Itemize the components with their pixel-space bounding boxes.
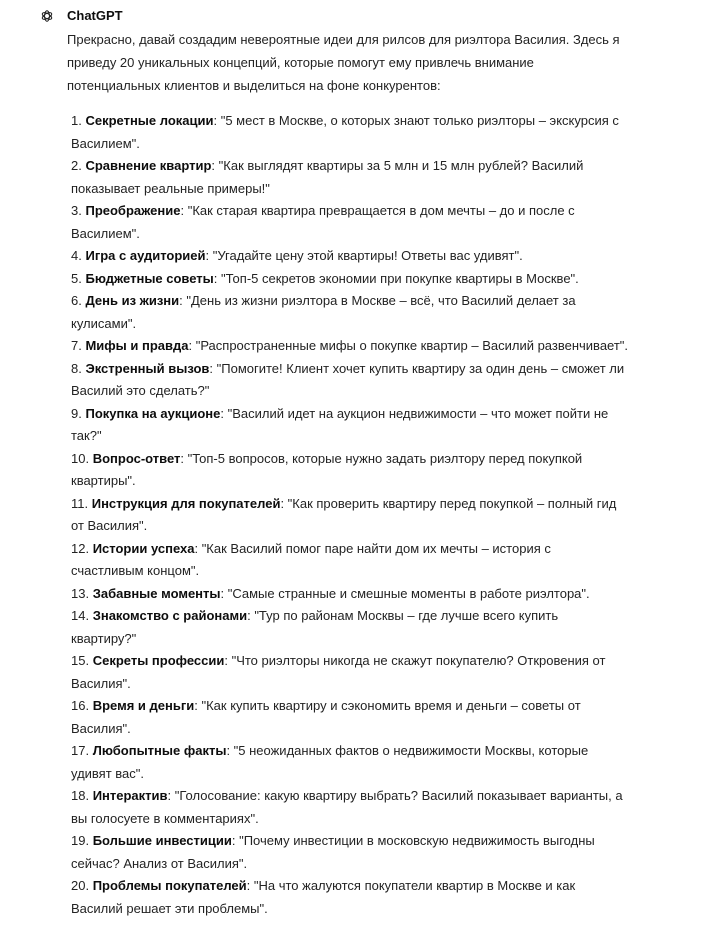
- list-item-title: Любопытные факты: [92, 743, 227, 758]
- list-item-title: Секреты профессии: [92, 653, 225, 668]
- list-item-number: 4.: [71, 248, 82, 263]
- list-item-line: вы голосуете в комментариях".: [71, 810, 259, 826]
- list-item-title: Знакомство с районами: [92, 608, 248, 623]
- list-item-title: Сравнение квартир: [85, 158, 212, 173]
- list-item-line: Василия".: [71, 720, 131, 736]
- list-item-line: [71, 358, 631, 381]
- list-item-number: 11.: [71, 495, 89, 511]
- list-item: [71, 538, 631, 583]
- list-item-title: Игра с аудиторией: [85, 248, 206, 263]
- list-item: [71, 290, 631, 335]
- list-item-text: : "Как выглядят квартиры за 5 млн и 15 млн рублей? Василий: [211, 158, 584, 173]
- list-item: [71, 785, 631, 830]
- intro-line: Прекрасно, давай создадим невероятные идеи для рилсов для риэлтора Василия. Здесь я: [67, 32, 620, 47]
- message-author: ChatGPT: [67, 8, 123, 23]
- list-item: [71, 650, 631, 695]
- list-item-number: 20.: [71, 878, 90, 893]
- list-item-title: Большие инвестиции: [92, 833, 232, 848]
- list-item-line: [71, 110, 631, 133]
- list-item-text: : "Угадайте цену этой квартиры! Ответы вас удивят".: [205, 248, 523, 263]
- list-item: [71, 358, 631, 403]
- list-item-text: : "Василий идет на аукцион недвижимости – что может пойти не: [220, 405, 609, 421]
- list-item-title: Покупка на аукционе: [85, 405, 221, 421]
- list-item-title: День из жизни: [85, 293, 180, 308]
- list-item-text: : "Распространенные мифы о покупке квартир – Василий развенчивает".: [188, 338, 629, 353]
- list-item-line: кулисами".: [71, 315, 137, 331]
- list-item-text: : "Топ-5 секретов экономии при покупке квартиры в Москве".: [213, 270, 579, 286]
- list-item-text: : "На что жалуются покупатели квартир в Москве и как: [246, 878, 576, 893]
- list-item-line: Василием".: [71, 135, 140, 151]
- list-item-number: 7.: [71, 338, 82, 353]
- list-item-number: 2.: [71, 158, 82, 173]
- list-item: [71, 740, 631, 785]
- list-item: [71, 335, 631, 358]
- list-item: [71, 830, 631, 875]
- list-item-title: Истории успеха: [92, 540, 195, 556]
- list-item-line: [71, 403, 631, 426]
- list-item-text: : "Помогите! Клиент хочет купить квартиру за один день – сможет ли: [209, 360, 625, 376]
- list-item-text: : "Как купить квартиру и сэкономить время и деньги – советы от: [194, 698, 581, 713]
- message-intro: [67, 28, 627, 97]
- list-item-line: [71, 583, 631, 606]
- list-item: [71, 110, 631, 155]
- list-item-number: 19.: [71, 833, 90, 848]
- intro-line: потенциальных клиентов и выделиться на фоне конкурентов:: [67, 78, 441, 93]
- list-item-text: : "5 неожиданных фактов о недвижимости Москвы, которые: [226, 743, 589, 758]
- intro-line: приведу 20 уникальных концепций, которые помогут ему привлечь внимание: [67, 55, 534, 70]
- list-item-line: счастливым концом".: [71, 563, 200, 578]
- list-item-title: Мифы и правда: [85, 338, 189, 353]
- list-item-title: Забавные моменты: [92, 585, 221, 601]
- list-item: [71, 200, 631, 245]
- list-item-line: [71, 830, 631, 853]
- list-item-line: [71, 245, 631, 268]
- list-item: [71, 155, 631, 200]
- list-item-text: : "Как Василий помог паре найти дом их мечты – история с: [194, 540, 551, 556]
- list-item: [71, 875, 631, 920]
- list-item-line: [71, 538, 631, 561]
- openai-logo-icon: [40, 9, 54, 23]
- list-item-line: [71, 290, 631, 313]
- list-item-number: 18.: [71, 788, 90, 803]
- list-item-line: показывает реальные примеры!": [71, 180, 270, 196]
- list-item-title: Инструкция для покупателей: [91, 495, 281, 511]
- list-item-line: [71, 268, 631, 291]
- list-item-text: : "День из жизни риэлтора в Москве – всё, что Василий делает за: [179, 293, 576, 308]
- list-item-number: 5.: [71, 270, 82, 286]
- list-item-line: [71, 448, 631, 471]
- list-item-number: 14.: [71, 608, 90, 623]
- list-item-line: [71, 875, 631, 898]
- list-item-number: 12.: [71, 540, 90, 556]
- list-item-title: Преображение: [85, 203, 181, 218]
- list-item-title: Время и деньги: [92, 698, 195, 713]
- list-item-line: [71, 785, 631, 808]
- list-item-line: Василия".: [71, 675, 131, 691]
- list-item-text: : "Самые странные и смешные моменты в работе риэлтора".: [220, 585, 590, 601]
- list-item-number: 3.: [71, 203, 82, 218]
- list-item-text: : "Как проверить квартиру перед покупкой – полный гид: [280, 495, 617, 511]
- list-item-number: 9.: [71, 405, 82, 421]
- list-item-number: 13.: [71, 585, 90, 601]
- list-item-text: : "Как старая квартира превращается в дом мечты – до и после с: [180, 203, 575, 218]
- list-item-line: [71, 605, 631, 628]
- ideas-list: [71, 110, 631, 920]
- list-item-text: : "Почему инвестиции в московскую недвижимость выгодны: [231, 833, 595, 848]
- list-item-number: 15.: [71, 653, 90, 668]
- list-item-text: : "Что риэлторы никогда не скажут покупателю? Откровения от: [224, 653, 606, 668]
- list-item-line: Василий это сделать?": [71, 383, 210, 398]
- list-item-line: Василием".: [71, 225, 140, 241]
- list-item: [71, 493, 631, 538]
- list-item-title: Экстренный вызов: [85, 360, 210, 376]
- list-item-text: : "Голосование: какую квартиру выбрать? Василий показывает варианты, а: [167, 788, 623, 803]
- list-item-number: 16.: [71, 698, 90, 713]
- list-item-line: квартиру?": [71, 630, 137, 646]
- list-item: [71, 605, 631, 650]
- list-item-text: : "Топ-5 вопросов, которые нужно задать риэлтору перед покупкой: [180, 450, 583, 466]
- list-item-title: Проблемы покупателей: [92, 878, 247, 893]
- list-item-title: Интерактив: [92, 788, 168, 803]
- list-item-line: сейчас? Анализ от Василия".: [71, 855, 248, 871]
- list-item-line: [71, 155, 631, 178]
- list-item-line: [71, 695, 631, 718]
- list-item: [71, 448, 631, 493]
- list-item: [71, 695, 631, 740]
- list-item: [71, 245, 631, 268]
- list-item-number: 6.: [71, 293, 82, 308]
- list-item-line: [71, 335, 631, 358]
- list-item-title: Вопрос-ответ: [92, 450, 181, 466]
- list-item-line: [71, 740, 631, 763]
- list-item-title: Бюджетные советы: [85, 270, 214, 286]
- list-item-line: от Василия".: [71, 518, 148, 533]
- list-item-line: [71, 200, 631, 223]
- list-item-line: удивят вас".: [71, 765, 144, 781]
- list-item-line: квартиры".: [71, 473, 136, 488]
- list-item-text: : "5 мест в Москве, о которых знают только риэлторы – экскурсия с: [213, 113, 619, 128]
- list-item-line: так?": [71, 428, 102, 443]
- list-item-line: Василий решает эти проблемы".: [71, 900, 268, 916]
- list-item-text: : "Тур по районам Москвы – где лучше всего купить: [247, 608, 559, 623]
- list-item: [71, 583, 631, 606]
- list-item-line: [71, 493, 631, 516]
- list-item-number: 17.: [71, 743, 90, 758]
- list-item: [71, 403, 631, 448]
- list-item-title: Секретные локации: [85, 113, 214, 128]
- list-item: [71, 268, 631, 291]
- list-item-number: 1.: [71, 113, 82, 128]
- list-item-number: 8.: [71, 360, 82, 376]
- list-item-line: [71, 650, 631, 673]
- list-item-number: 10.: [71, 450, 90, 466]
